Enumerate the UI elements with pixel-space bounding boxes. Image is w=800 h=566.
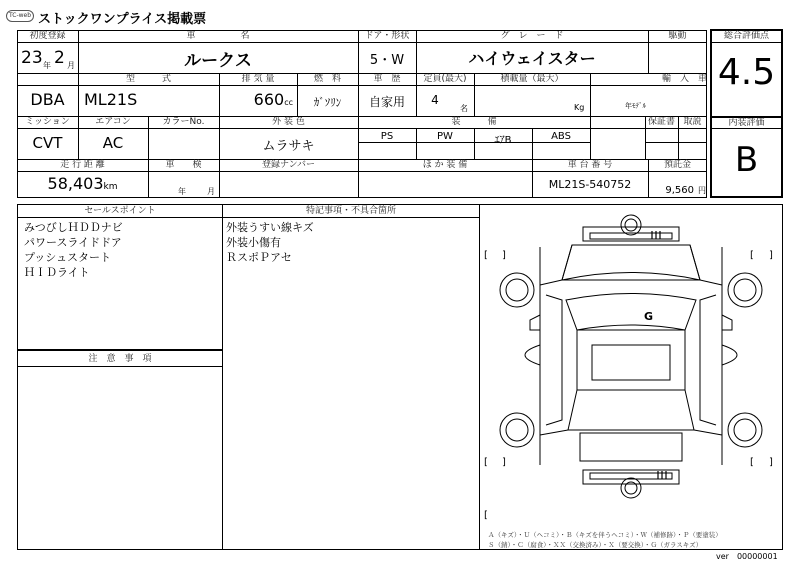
svg-text:[: [ bbox=[484, 510, 488, 521]
damage-mark-g: G bbox=[644, 310, 654, 323]
capacity-label: 定員(最大) bbox=[423, 74, 467, 84]
equipment-item: ABS bbox=[551, 131, 571, 142]
overall-score-label: 総合評価点 bbox=[723, 31, 769, 41]
deposit-value bbox=[648, 178, 706, 197]
svg-text:[: [ bbox=[750, 457, 754, 468]
displacement-unit: cc bbox=[284, 98, 293, 107]
displacement-number: 660 bbox=[253, 90, 285, 109]
mission-value: CVT bbox=[32, 134, 63, 152]
equipment-item: PW bbox=[437, 131, 453, 142]
logo: TC-web bbox=[6, 10, 34, 22]
inspection-label: 車 検 bbox=[165, 160, 202, 170]
model-label: 型 式 bbox=[125, 74, 171, 84]
overall-score-value: 4.5 bbox=[717, 52, 776, 93]
legend-line-1: Ａ（キズ）・Ｕ（ヘコミ）・Ｂ（キズを伴うヘコミ）・Ｗ（補修跡）・Ｐ（要塗装） bbox=[488, 531, 722, 539]
svg-text:]: ] bbox=[769, 457, 773, 468]
mileage-value bbox=[17, 174, 148, 193]
fuel-value: ｶﾞｿﾘﾝ bbox=[313, 96, 342, 109]
reg-year: 23 bbox=[21, 48, 43, 68]
other-equipment-label: ほ か 装 備 bbox=[422, 160, 468, 170]
car-diagram bbox=[480, 205, 782, 531]
door-shape-label: ドア・形状 bbox=[364, 31, 410, 41]
chassis-no-value: ML21S-540752 bbox=[548, 178, 632, 191]
list-item: パワースライドドア bbox=[24, 236, 122, 249]
svg-text:]: ] bbox=[769, 250, 773, 261]
list-item: みつびしＨＤＤナビ bbox=[24, 221, 123, 234]
mission-label: ミッション bbox=[25, 117, 70, 127]
capacity-unit: 名 bbox=[460, 104, 468, 113]
displacement-value bbox=[219, 90, 293, 109]
model-prefix-value: DBA bbox=[30, 90, 65, 109]
svg-text:[: [ bbox=[750, 250, 754, 261]
sales-points-label: セールスポイント bbox=[84, 206, 156, 216]
import-label: 輸 入 車 bbox=[661, 74, 707, 84]
chassis-no-label: 車 台 番 号 bbox=[567, 160, 613, 170]
mileage-number: 58,403 bbox=[47, 174, 104, 193]
aircon-value: AC bbox=[102, 134, 124, 152]
deposit-number: 9,560 bbox=[665, 185, 694, 196]
model-value: ML21S bbox=[84, 90, 138, 109]
interior-score-value: B bbox=[734, 140, 759, 180]
version-text: ver 00000001 bbox=[716, 552, 778, 561]
exterior-color-label: 外 装 色 bbox=[272, 117, 305, 127]
list-item: 外装小傷有 bbox=[226, 236, 281, 249]
manual-label: 取説 bbox=[683, 117, 702, 127]
import-model-year: 年ﾓﾃﾞﾙ bbox=[625, 102, 646, 110]
reg-month-unit: 月 bbox=[67, 61, 75, 70]
notes-list bbox=[226, 220, 314, 265]
warranty-label: 保証書 bbox=[647, 117, 675, 127]
list-item: プッシュスタート bbox=[24, 251, 112, 264]
fuel-label: 燃 料 bbox=[313, 74, 341, 84]
list-item: ＨＩＤライト bbox=[24, 266, 90, 279]
deposit-unit: 円 bbox=[698, 186, 706, 195]
mileage-label: 走 行 距 離 bbox=[60, 160, 105, 170]
load-label: 積載量（最大） bbox=[500, 74, 564, 84]
svg-text:]: ] bbox=[502, 457, 506, 468]
exterior-color-value: ムラサキ bbox=[262, 139, 315, 154]
notes-label: 特記事項・不具合箇所 bbox=[305, 206, 396, 216]
car-name-label: 車 名 bbox=[186, 31, 250, 41]
aircon-label: エアコン bbox=[95, 117, 131, 127]
car-history-label: 車 歴 bbox=[373, 74, 401, 84]
capacity-value: 4 bbox=[431, 93, 439, 107]
inspection-month-unit: 月 bbox=[207, 187, 215, 196]
equipment-item: ｴｱB bbox=[494, 135, 512, 146]
load-unit: Kg bbox=[574, 103, 585, 112]
car-name-value: ルークス bbox=[184, 51, 252, 71]
svg-text:]: ] bbox=[502, 250, 506, 261]
caution-box bbox=[17, 350, 223, 550]
document-title: ストックワンプライス掲載票 bbox=[38, 12, 207, 27]
caution-label: 注 意 事 項 bbox=[88, 354, 152, 364]
wheel-icons bbox=[500, 215, 762, 498]
list-item: 外装うすい線キズ bbox=[226, 221, 314, 234]
interior-score-label: 内装評価 bbox=[728, 118, 765, 128]
list-item: ＲスポＰアセ bbox=[226, 251, 292, 264]
history-value: 自家用 bbox=[368, 95, 405, 109]
reg-number-label: 登録ナンバー bbox=[262, 160, 315, 170]
deposit-label: 預託金 bbox=[663, 160, 691, 170]
grade-label: グ レ ー ド bbox=[500, 31, 564, 41]
equipment-item: PS bbox=[380, 131, 394, 142]
mileage-unit: km bbox=[103, 182, 118, 192]
bracket-markers bbox=[484, 250, 773, 521]
legend-line-2: Ｓ（錆）・Ｃ（腐食）・ＸＸ（交換済み）・Ｘ（要交換）・Ｇ（ガラスキズ） bbox=[488, 541, 703, 549]
first-reg-value bbox=[19, 44, 77, 72]
grade-value: ハイウェイスター bbox=[468, 49, 596, 68]
svg-text:[: [ bbox=[484, 250, 488, 261]
door-shape-value: 5・W bbox=[369, 53, 405, 68]
drive-label: 駆動 bbox=[668, 31, 687, 41]
inspection-year-unit: 年 bbox=[178, 187, 186, 196]
reg-year-unit: 年 bbox=[43, 61, 51, 70]
displacement-label: 排 気 量 bbox=[241, 74, 275, 84]
reg-month: 2 bbox=[54, 48, 65, 68]
sales-points-list bbox=[24, 220, 123, 280]
first-reg-label: 初度登録 bbox=[29, 31, 66, 41]
color-no-label: カラーNo. bbox=[162, 117, 205, 127]
equipment-label: 装 備 bbox=[451, 117, 497, 127]
svg-text:[: [ bbox=[484, 457, 488, 468]
